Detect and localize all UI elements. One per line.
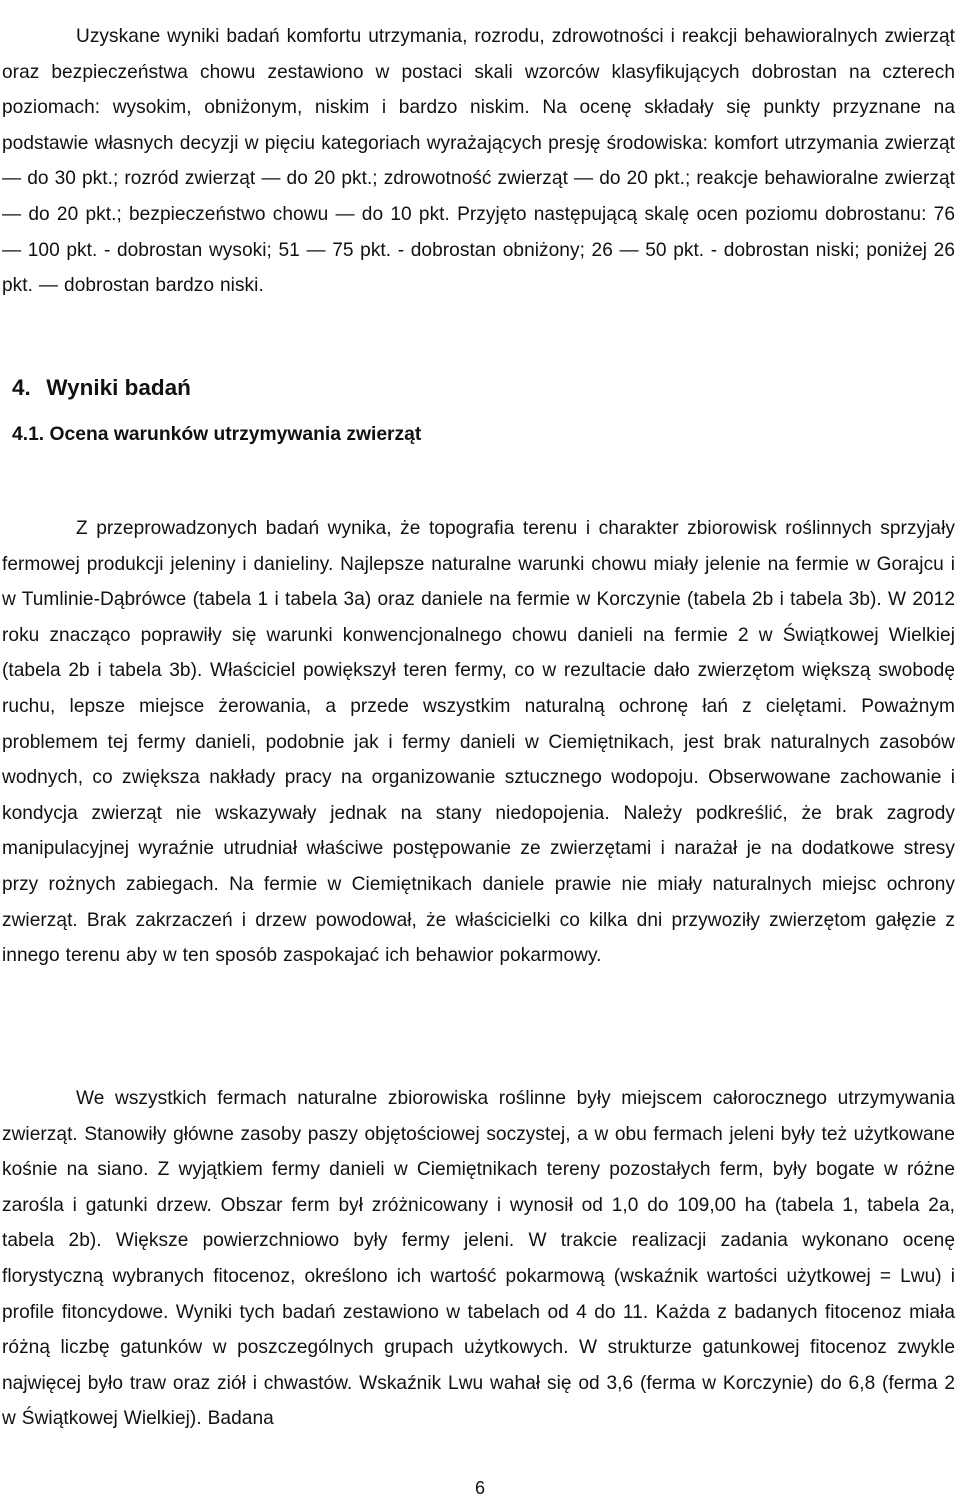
section-number: 4. xyxy=(12,375,31,400)
page-number: 6 xyxy=(474,1478,485,1498)
section-title: Wyniki badań xyxy=(46,375,191,400)
subsection-heading: 4.1. Ocena warunków utrzymywania zwierząt xyxy=(12,424,422,445)
body-paragraph-1: Z przeprowadzonych badań wynika, że topografia terenu i charakter zbiorowisk roślinnych sprzyjały fermowej produkcji jeleniny i danieliny. Najlepsze naturalne warunki chowu miały jelenie na fermie w Gorajcu i w Tumlinie-Dąbrówce (tabela 1 i tabela 3a) oraz daniele na fermie w Korczynie (tabela 2b i tabela 3b). W 2012 roku znacząco poprawiły się warunki konwencjonalnego chowu danieli na fermie 2 w Świątkowej Wielkiej (tabela 2b i tabela 3b). Właściciel powiększył teren fermy, co w rezultacie dało zwierzętom większą swobodę ruchu, lepsze miejsce żerowania, a przede wszystkim naturalną ochronę łań z cielętami. Poważnym problemem tej fermy danieli, podobnie jak i fermy danieli w Ciemiętnikach, jest brak naturalnych zasobów wodnych, co zwiększa nakłady pracy na organizowanie sztucznego wodopoju. Obserwowane zachowanie i kondycja zwierząt nie wskazywały jednak na stany niedopojenia. Należy podkreślić, że brak zagrody manipulacyjnej wyraźnie utrudniał właściwe postępowanie ze zwierzętami i narażał je na dodatkowe stresy przy rożnych zabiegach. Na fermie w Ciemiętnikach daniele prawie nie miały naturalnych miejsc ochrony zwierząt. Brak zakrzaczeń i drzew powodował, że właścicielki co kilka dni przywoziły zwierzętom gałęzie z innego terenu aby w ten sposób zaspokajać ich behawior pokarmowy. xyxy=(2,518,955,967)
intro-paragraph: Uzyskane wyniki badań komfortu utrzymania, rozrodu, zdrowotności i reakcji behawioralnych zwierząt oraz bezpieczeństwa chowu zestawiono w postaci skali wzorców klasyfikujących dobrostan na czterech poziomach: wysokim, obniżonym, niskim i bardzo niskim. Na ocenę składały się punkty przyznane na podstawie własnych decyzji w pięciu kategoriach wyrażających presję środowiska: komfort utrzymania zwierząt — do 30 pkt.; rozród zwierząt — do 20 pkt.; zdrowotność zwierząt — do 20 pkt.; reakcje behawioralne zwierząt — do 20 pkt.; bezpieczeństwo chowu — do 10 pkt. Przyjęto następującą skalę ocen poziomu dobrostanu: 76 — 100 pkt. - dobrostan wysoki; 51 — 75 pkt. - dobrostan obniżony; 26 — 50 pkt. - dobrostan niski; poniżej 26 pkt. — dobrostan bardzo niski. xyxy=(2,26,955,297)
section-heading xyxy=(12,372,191,404)
body-paragraph-2: We wszystkich fermach naturalne zbiorowiska roślinne były miejscem całorocznego utrzymywania zwierząt. Stanowiły główne zasoby paszy objętościowej soczystej, a w obu fermach jeleni były też użytkowane kośnie na siano. Z wyjątkiem fermy danieli w Ciemiętnikach tereny pozostałych ferm, były bogate w różne zarośla i gatunki drzew. Obszar ferm był zróżnicowany i wynosił od 1,0 do 109,00 ha (tabela 1, tabela 2a, tabela 2b). Większe powierzchniowo były fermy jeleni. W trakcie realizacji zadania wykonano ocenę florystyczną wybranych fitocenoz, określono ich wartość pokarmową (wskaźnik wartości użytkowej = Lwu) i profile fitoncydowe. Wyniki tych badań zestawiono w tabelach od 4 do 11. Każda z badanych fitocenoz miała różną liczbę gatunków w poszczególnych grupach użytkowych. W strukturze gatunkowej fitocenoz zwykle najwięcej było traw oraz ziół i chwastów. Wskaźnik Lwu wahał się od 3,6 (ferma w Korczynie) do 6,8 (ferma 2 w Świątkowej Wielkiej). Badana xyxy=(2,1088,955,1430)
